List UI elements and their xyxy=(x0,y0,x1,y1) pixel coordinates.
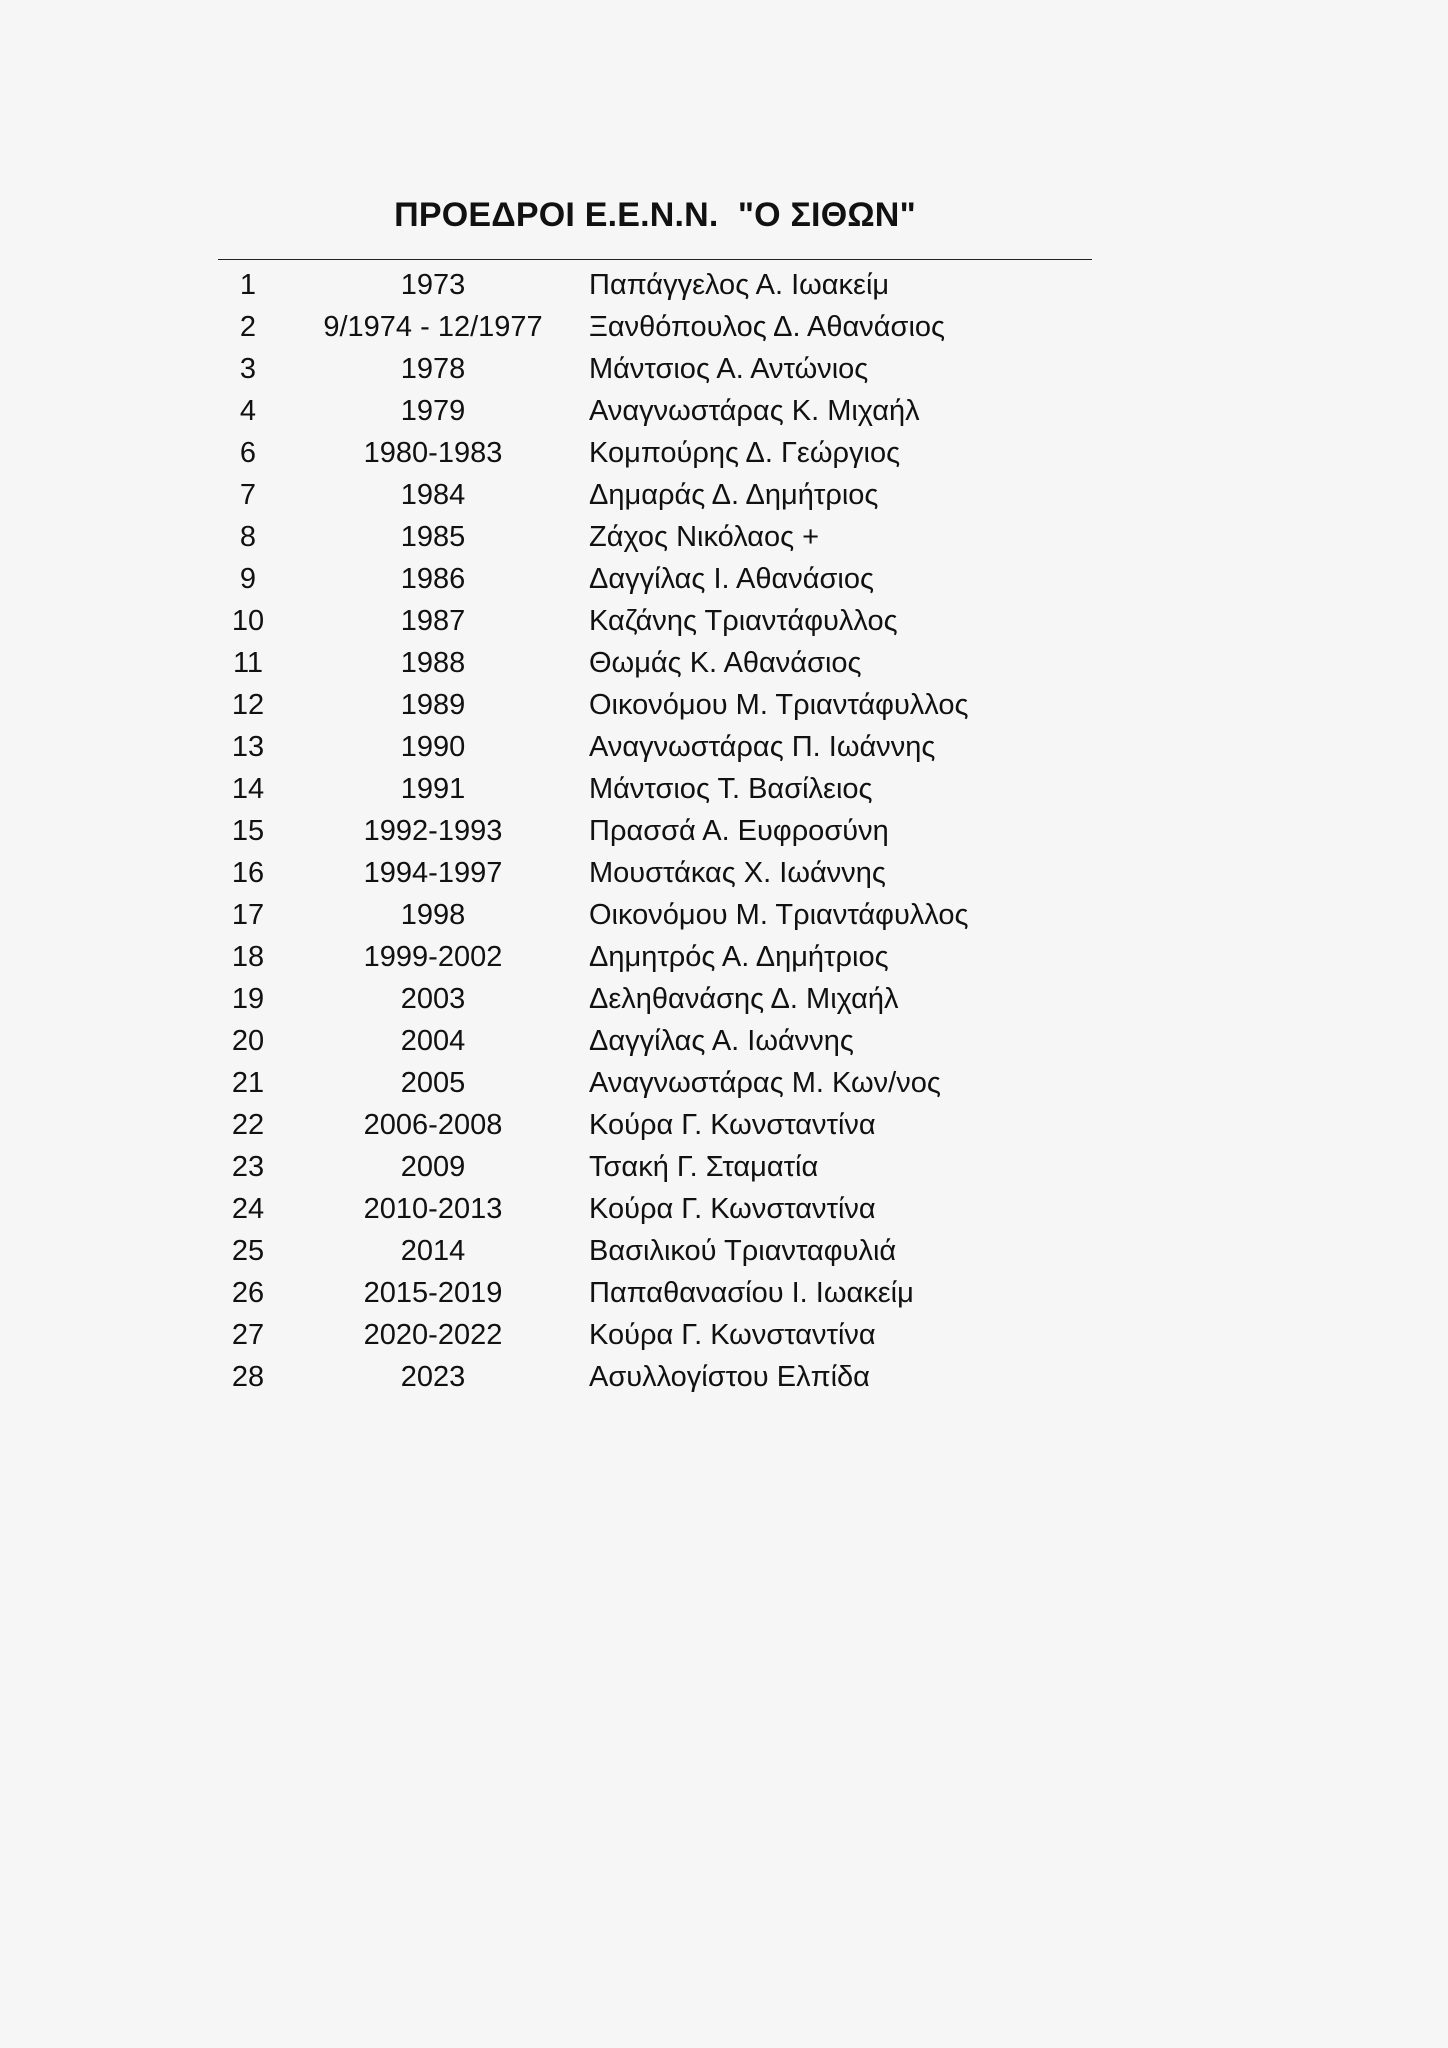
presidents-list xyxy=(218,264,1092,1398)
list-item xyxy=(218,1230,1092,1272)
list-item xyxy=(218,978,1092,1020)
title-underline xyxy=(218,259,1092,260)
president-name: Κούρα Γ. Κωνσταντίνα xyxy=(589,1319,876,1351)
president-term: 1999-2002 xyxy=(363,941,503,973)
president-number: 17 xyxy=(231,899,265,931)
president-number: 2 xyxy=(239,311,257,343)
president-number: 8 xyxy=(239,521,257,553)
list-item xyxy=(218,390,1092,432)
president-number: 18 xyxy=(231,941,265,973)
list-item xyxy=(218,852,1092,894)
president-name: Κούρα Γ. Κωνσταντίνα xyxy=(589,1109,876,1141)
president-name: Θωμάς Κ. Αθανάσιος xyxy=(589,647,862,679)
president-name: Αναγνωστάρας Μ. Κων/νος xyxy=(589,1067,941,1099)
list-item xyxy=(218,1188,1092,1230)
president-name: Ασυλλογίστου Ελπίδα xyxy=(589,1361,870,1393)
president-name: Παπάγγελος Α. Ιωακείμ xyxy=(589,269,890,301)
president-name: Αναγνωστάρας Κ. Μιχαήλ xyxy=(589,395,920,427)
list-item xyxy=(218,306,1092,348)
president-name: Οικονόμου Μ. Τριαντάφυλλος xyxy=(589,899,969,931)
president-term: 2009 xyxy=(400,1151,466,1183)
president-name: Μάντσιος Τ. Βασίλειος xyxy=(589,773,873,805)
president-term: 2006-2008 xyxy=(363,1109,503,1141)
president-term: 1979 xyxy=(400,395,466,427)
list-item xyxy=(218,1062,1092,1104)
list-item xyxy=(218,558,1092,600)
president-term: 2005 xyxy=(400,1067,466,1099)
president-number: 12 xyxy=(231,689,265,721)
president-name: Δημητρός Α. Δημήτριος xyxy=(589,941,889,973)
president-name: Αναγνωστάρας Π. Ιωάννης xyxy=(589,731,936,763)
president-number: 26 xyxy=(231,1277,265,1309)
list-item xyxy=(218,1146,1092,1188)
president-term: 1988 xyxy=(400,647,466,679)
list-item xyxy=(218,600,1092,642)
page-title: ΠΡΟΕΔΡΟΙ Ε.Ε.Ν.Ν. "Ο ΣΙΘΩΝ" xyxy=(394,196,916,234)
president-name: Μάντσιος Α. Αντώνιος xyxy=(589,353,869,385)
list-item xyxy=(218,432,1092,474)
president-number: 20 xyxy=(231,1025,265,1057)
president-name: Ξανθόπουλος Δ. Αθανάσιος xyxy=(589,311,946,343)
president-term: 2015-2019 xyxy=(363,1277,503,1309)
president-name: Τσακή Γ. Σταματία xyxy=(589,1151,819,1183)
president-term: 1985 xyxy=(400,521,466,553)
president-number: 23 xyxy=(231,1151,265,1183)
president-number: 10 xyxy=(231,605,265,637)
list-item xyxy=(218,936,1092,978)
president-number: 22 xyxy=(231,1109,265,1141)
list-item xyxy=(218,642,1092,684)
president-name: Δεληθανάσης Δ. Μιχαήλ xyxy=(589,983,899,1015)
president-number: 3 xyxy=(239,353,257,385)
president-number: 24 xyxy=(231,1193,265,1225)
president-number: 15 xyxy=(231,815,265,847)
president-name: Καζάνης Τριαντάφυλλος xyxy=(589,605,898,637)
list-item xyxy=(218,768,1092,810)
list-item xyxy=(218,684,1092,726)
list-item xyxy=(218,1104,1092,1146)
president-term: 1990 xyxy=(400,731,466,763)
list-item xyxy=(218,726,1092,768)
president-number: 11 xyxy=(232,647,264,679)
list-item xyxy=(218,1314,1092,1356)
president-term: 2004 xyxy=(400,1025,466,1057)
president-term: 1989 xyxy=(400,689,466,721)
president-name: Παπαθανασίου Ι. Ιωακείμ xyxy=(589,1277,914,1309)
president-number: 21 xyxy=(231,1067,265,1099)
president-term: 2014 xyxy=(400,1235,466,1267)
president-number: 1 xyxy=(239,269,257,301)
list-item xyxy=(218,1272,1092,1314)
list-item xyxy=(218,894,1092,936)
president-name: Βασιλικού Τριανταφυλιά xyxy=(589,1235,897,1267)
president-name: Κομπούρης Δ. Γεώργιος xyxy=(589,437,901,469)
president-term: 2010-2013 xyxy=(363,1193,503,1225)
president-term: 1992-1993 xyxy=(363,815,503,847)
president-term: 1998 xyxy=(400,899,466,931)
president-name: Δαγγίλας Α. Ιωάννης xyxy=(589,1025,854,1057)
list-item xyxy=(218,810,1092,852)
list-item xyxy=(218,474,1092,516)
list-item xyxy=(218,1020,1092,1062)
president-number: 16 xyxy=(231,857,265,889)
list-item xyxy=(218,264,1092,306)
president-name: Οικονόμου Μ. Τριαντάφυλλος xyxy=(589,689,969,721)
president-number: 27 xyxy=(231,1319,265,1351)
president-term: 9/1974 - 12/1977 xyxy=(323,311,543,343)
president-name: Πρασσά Α. Ευφροσύνη xyxy=(589,815,889,847)
list-item xyxy=(218,516,1092,558)
president-number: 4 xyxy=(239,395,257,427)
president-term: 1984 xyxy=(400,479,466,511)
president-number: 14 xyxy=(231,773,265,805)
president-term: 1987 xyxy=(400,605,466,637)
president-term: 1973 xyxy=(400,269,466,301)
president-number: 13 xyxy=(231,731,265,763)
president-name: Δημαράς Δ. Δημήτριος xyxy=(589,479,879,511)
president-term: 2020-2022 xyxy=(363,1319,503,1351)
president-term: 1978 xyxy=(400,353,466,385)
president-number: 25 xyxy=(231,1235,265,1267)
president-name: Δαγγίλας Ι. Αθανάσιος xyxy=(589,563,874,595)
president-number: 19 xyxy=(231,983,265,1015)
president-number: 6 xyxy=(239,437,257,469)
president-term: 1980-1983 xyxy=(363,437,503,469)
president-term: 1991 xyxy=(400,773,466,805)
president-name: Μουστάκας Χ. Ιωάννης xyxy=(589,857,886,889)
list-item xyxy=(218,1356,1092,1398)
list-item xyxy=(218,348,1092,390)
president-number: 28 xyxy=(231,1361,265,1393)
president-name: Ζάχος Νικόλαος + xyxy=(589,521,820,553)
president-number: 9 xyxy=(239,563,257,595)
president-term: 2003 xyxy=(400,983,466,1015)
president-term: 1986 xyxy=(400,563,466,595)
president-term: 2023 xyxy=(400,1361,466,1393)
president-term: 1994-1997 xyxy=(363,857,503,889)
president-name: Κούρα Γ. Κωνσταντίνα xyxy=(589,1193,876,1225)
president-number: 7 xyxy=(239,479,257,511)
